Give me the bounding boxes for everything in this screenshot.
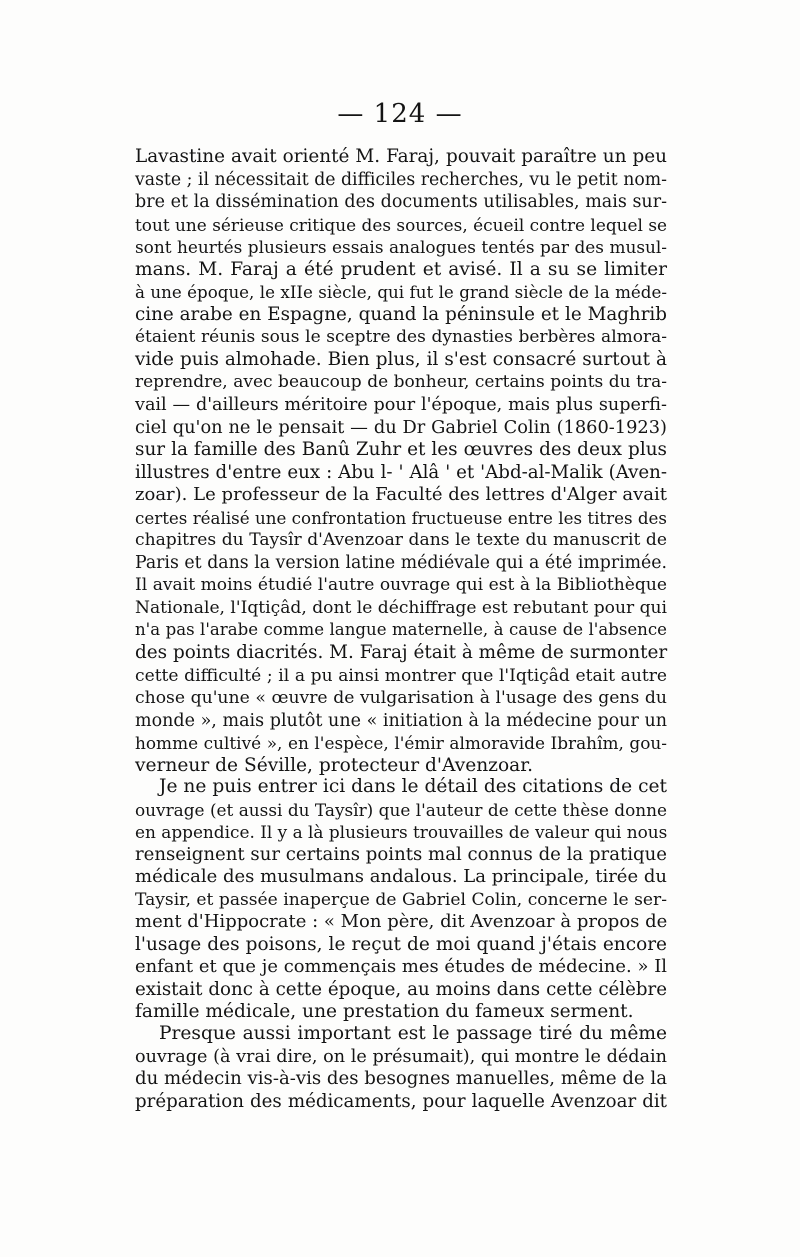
text-line: vail — d'ailleurs méritoire pour l'époque, mais plus superfi-	[135, 395, 667, 416]
text-line: zoar). Le professeur de la Faculté des lettres d'Alger avait	[135, 484, 667, 506]
text-line: reprendre, avec beaucoup de bonheur, certains points du tra-	[135, 372, 667, 393]
page-number: — 124 —	[337, 99, 463, 129]
text-line: du médecin vis-à-vis des besognes manuelles, même de la	[135, 1068, 667, 1090]
text-line: Taysir, et passée inaperçue de Gabriel Colin, concerne le ser-	[135, 889, 667, 910]
text-line: n'a pas l'arabe comme langue maternelle, à cause de l'absence	[135, 620, 667, 640]
text-line: renseignent sur certains points mal connus de la pratique	[135, 843, 667, 865]
text-line: ouvrage (et aussi du Taysîr) que l'auteur de cette thèse donne	[135, 799, 667, 820]
text-line: certes réalisé une confrontation fructueuse entre les titres des	[135, 507, 667, 528]
text-line: Il avait moins étudié l'autre ouvrage qui est à la Bibliothèque	[135, 575, 667, 596]
text-line: ouvrage (à vrai dire, on le présumait), qui montre le dédain	[135, 1046, 667, 1067]
text-line: monde », mais plutôt une « initiation à la médecine pour un	[135, 710, 667, 731]
text-line: étaient réunis sous le sceptre des dynasties berbères almora-	[135, 327, 667, 348]
text-line: Je ne puis entrer ici dans le détail des citations de cet	[159, 776, 667, 797]
paragraph-2	[135, 776, 667, 1024]
text-line: des points diacrités. M. Faraj était à même de surmonter	[135, 642, 668, 664]
text-line: tout une sérieuse critique des sources, écueil contre lequel se	[135, 214, 667, 235]
text-line: mans. M. Faraj a été prudent et avisé. Il a su se limiter	[135, 258, 667, 280]
text-line: en appendice. Il y a là plusieurs trouvailles de valeur qui nous	[135, 822, 668, 843]
text-line: chose qu'une « œuvre de vulgarisation à l'usage des gens du	[135, 688, 667, 709]
text-line: à une époque, le xIIe siècle, qui fut le grand siècle de la méde-	[135, 282, 667, 303]
text-line: illustres d'entre eux : Abu l- ' Alâ ' et 'Abd-al-Malik (Aven-	[135, 461, 667, 483]
text-line: ciel qu'on ne le pensait — du Dr Gabriel Colin (1860-1923)	[135, 416, 667, 438]
text-line: médicale des musulmans andalous. La principale, tirée du	[135, 866, 667, 888]
text-line: l'usage des poisons, le reçut de moi quand j'étais encore	[135, 933, 667, 955]
text-line: existait donc à cette époque, au moins dans cette célèbre	[135, 978, 667, 1000]
text-line: sont heurtés plusieurs essais analogues tentés par des musul-	[135, 237, 667, 258]
text-line: Lavastine avait orienté M. Faraj, pouvait paraître un peu	[135, 146, 667, 167]
text-line: vide puis almohade. Bien plus, il s'est consacré surtout à	[135, 348, 667, 370]
text-line: enfant et que je commençais mes études de médecine. » Il	[135, 956, 667, 978]
text-line: chapitres du Taysîr d'Avenzoar dans le texte du manuscrit de	[135, 530, 667, 551]
text-line: vaste ; il nécessitait de difficiles recherches, vu le petit nom-	[135, 169, 667, 190]
text-line: cette difficulté ; il a pu ainsi montrer que l'Iqtiçâd etait autre	[135, 665, 667, 686]
text-line: Presque aussi important est le passage tiré du même	[159, 1023, 667, 1044]
paragraph-1	[135, 146, 667, 777]
paragraph-3	[135, 1023, 667, 1113]
text-line: famille médicale, une prestation du fameux serment.	[135, 1001, 634, 1023]
text-line: homme cultivé », en l'espèce, l'émir almoravide Ibrahîm, gou-	[135, 733, 667, 754]
text-line: ment d'Hippocrate : « Mon père, dit Avenzoar à propos de	[135, 911, 668, 933]
text-line: Paris et dans la version latine médiévale qui a été imprimée.	[135, 552, 667, 573]
text-line: verneur de Séville, protecteur d'Avenzoar.	[135, 754, 534, 776]
text-line: sur la famille des Banû Zuhr et les œuvres des deux plus	[135, 439, 667, 461]
text-line: préparation des médicaments, pour laquelle Avenzoar dit	[135, 1090, 667, 1112]
text-line: cine arabe en Espagne, quand la péninsule et le Maghrib	[135, 303, 667, 325]
text-line: Nationale, l'Iqtiçâd, dont le déchiffrage est rebutant pour qui	[135, 597, 667, 618]
text-line: bre et la dissémination des documents utilisables, mais sur-	[135, 192, 667, 213]
